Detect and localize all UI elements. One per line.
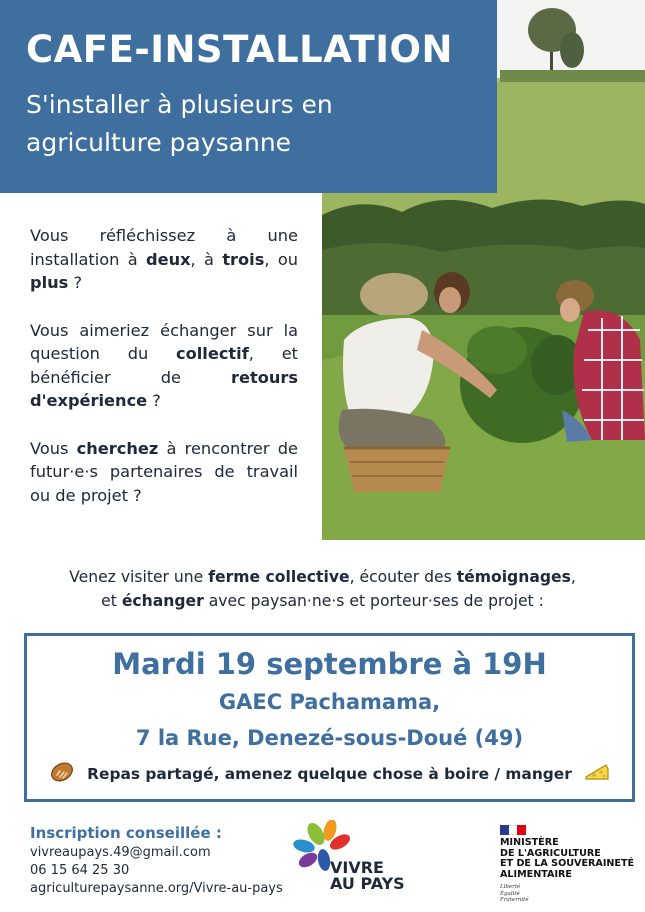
invite-bold-echanger: échanger — [121, 592, 204, 610]
question-2-text-c: ? — [147, 391, 161, 410]
ministry-line-4: ALIMENTAIRE — [500, 868, 572, 880]
vap-word-au-pays: AU PAYS — [330, 874, 405, 893]
question-3 — [30, 437, 298, 508]
question-1-bold-plus: plus — [30, 273, 69, 292]
event-details-box — [24, 633, 635, 802]
question-2 — [30, 319, 298, 413]
contact-block — [30, 822, 283, 898]
question-3-text-b: à rencontrer de futur·e·s partenaires de travail ou de projet ? — [30, 438, 298, 505]
vap-word-vivre: VIVRE — [330, 858, 384, 877]
motto-liberte: Liberté — [500, 884, 521, 890]
question-1-bold-deux: deux — [146, 249, 191, 269]
question-1-text-b: , à — [190, 249, 223, 269]
bread-icon — [49, 762, 75, 786]
cheese-icon — [584, 761, 610, 787]
question-1-text-d: ? — [68, 273, 83, 292]
invite-bold-temoignages: témoignages — [456, 568, 571, 586]
meal-note: Repas partagé, amenez quelque chose à boire / manger — [87, 765, 572, 783]
invite-text-d: et — [101, 592, 122, 610]
republic-motto — [500, 884, 640, 904]
vivre-au-pays-wordmark — [330, 860, 405, 892]
event-date: Mardi 19 septembre à 19H — [112, 647, 547, 681]
question-2-text-b: , et bénéficier de — [30, 344, 298, 387]
invite-text-e: avec paysan·ne·s et porteur·ses de projet : — [203, 592, 544, 610]
question-1 — [30, 224, 298, 295]
ministry-line-3: ET DE LA SOUVERAINETÉ — [500, 858, 635, 869]
vivre-au-pays-logo — [290, 820, 420, 900]
question-1-text-a: Vous réfléchissez à une installation à — [30, 226, 298, 269]
contact-email[interactable]: vivreaupays.49@gmail.com — [30, 845, 211, 860]
intro-questions — [30, 224, 298, 531]
title-banner — [0, 0, 497, 193]
question-1-bold-trois: trois — [222, 249, 265, 269]
meal-row — [27, 761, 632, 787]
ministry-line-1: MINISTÈRE — [500, 837, 559, 848]
invite-text-c: , — [570, 568, 576, 586]
poster-subtitle: S'installer à plusieurs en agriculture paysanne — [26, 90, 333, 157]
ministry-name — [500, 838, 640, 880]
question-3-bold-cherchez: cherchez — [76, 438, 159, 458]
question-3-text-a: Vous — [30, 438, 77, 458]
motto-fraternite: Fraternité — [500, 897, 529, 903]
question-2-text-a: Vous aimeriez échanger sur la question du — [30, 320, 298, 363]
contact-title: Inscription conseillée : — [30, 824, 222, 842]
question-2-bold-retours: retours d'expérience — [30, 367, 298, 410]
question-1-text-c: , ou — [264, 249, 298, 269]
contact-website[interactable]: agriculturepaysanne.org/Vivre-au-pays — [30, 881, 283, 896]
invitation-line-2 — [0, 589, 645, 613]
invitation-line-1 — [0, 565, 645, 589]
motto-egalite: Égalité — [500, 890, 520, 897]
invitation-text — [0, 565, 645, 613]
contact-phone[interactable]: 06 15 64 25 30 — [30, 863, 130, 878]
poster-title: CAFE-INSTALLATION — [26, 28, 453, 71]
invite-text-b: , écouter des — [349, 568, 457, 586]
invite-bold-ferme: ferme collective — [208, 568, 350, 586]
french-flag-icon — [500, 825, 526, 835]
question-2-bold-collectif: collectif — [176, 344, 249, 363]
event-address: 7 la Rue, Denezé-sous-Doué (49) — [135, 726, 524, 750]
ministry-line-2: DE L'AGRICULTURE — [500, 847, 601, 859]
invite-text-a: Venez visiter une — [69, 568, 209, 586]
ministry-logo — [500, 825, 640, 904]
event-place: GAEC Pachamama, — [218, 690, 441, 714]
